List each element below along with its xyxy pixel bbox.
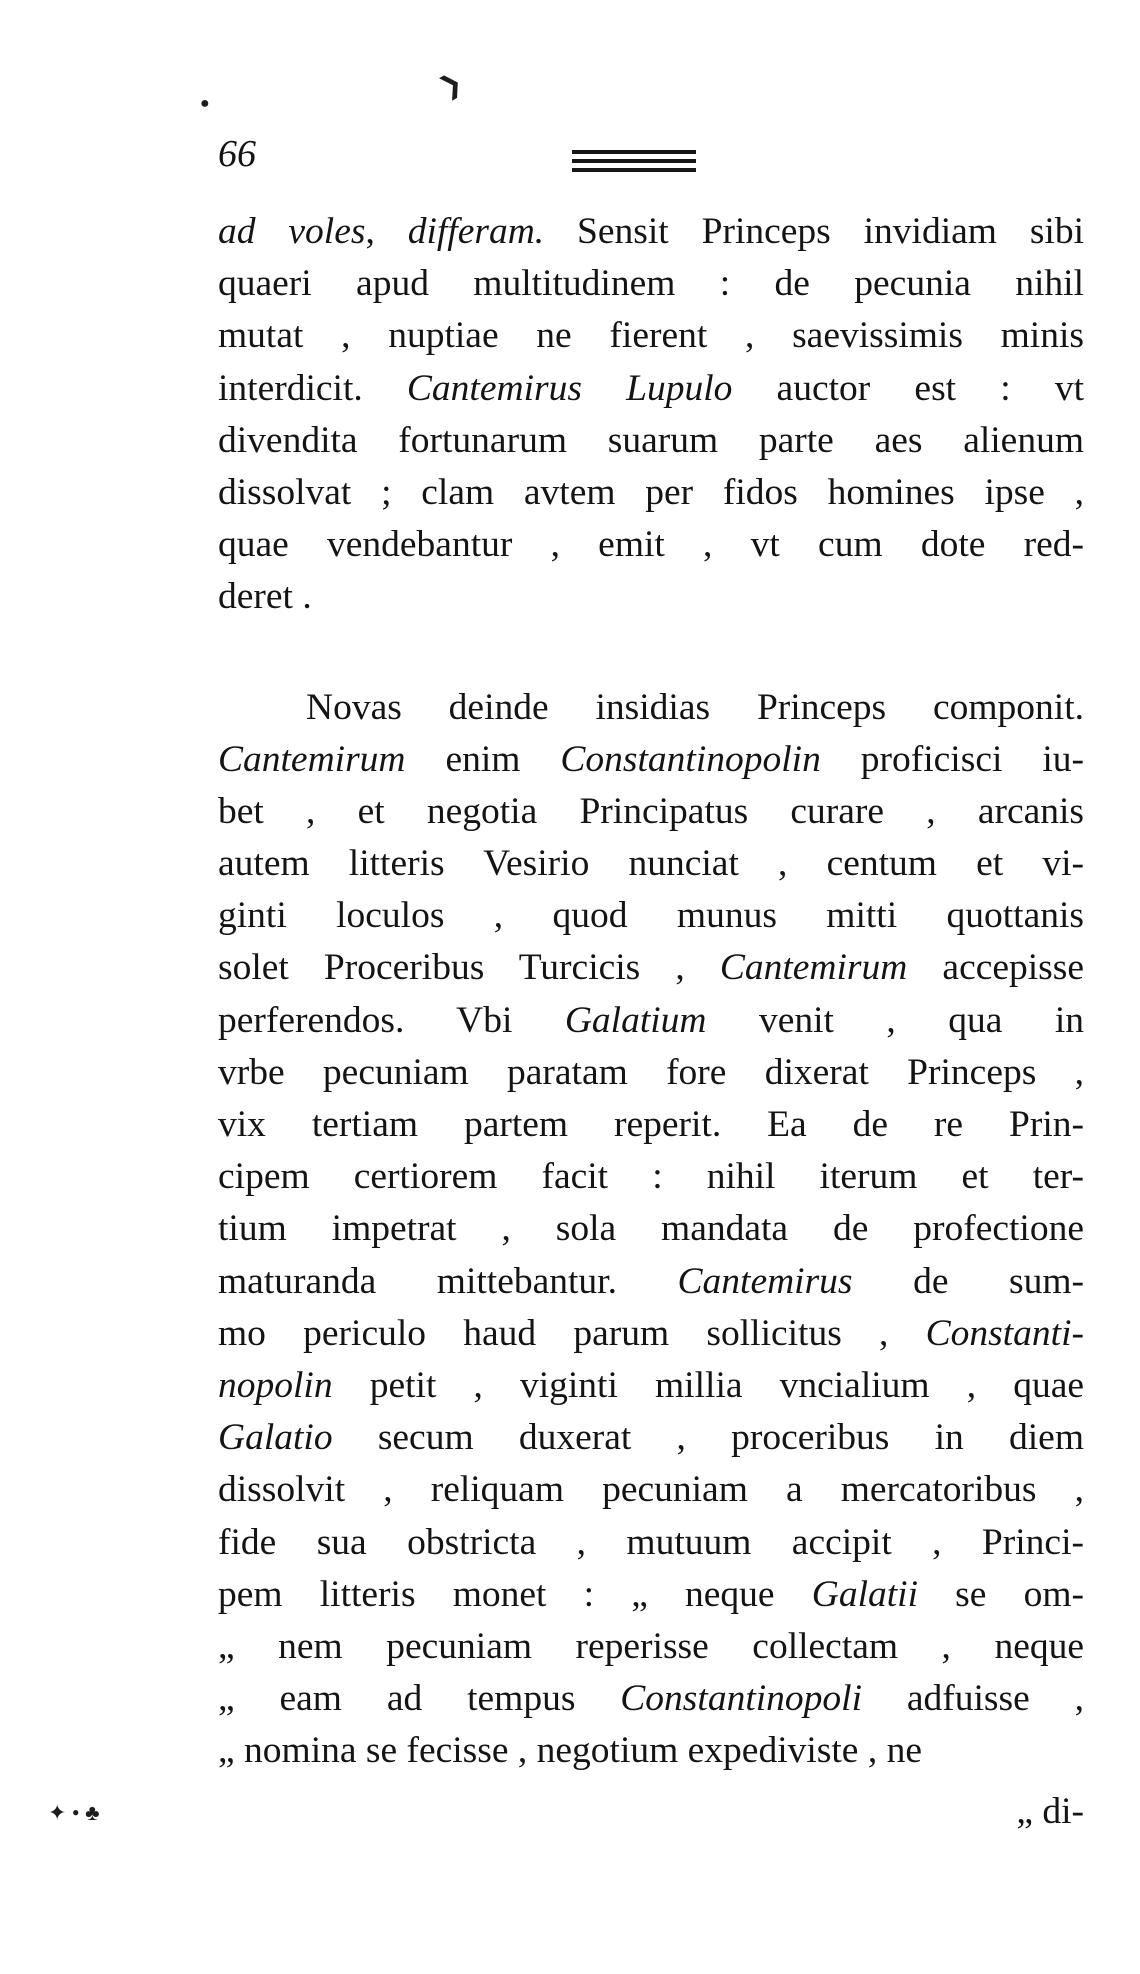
text-line bbox=[218, 1464, 1084, 1516]
text-line bbox=[218, 1673, 1084, 1725]
text-line bbox=[218, 995, 1084, 1047]
text-line bbox=[218, 1256, 1084, 1308]
text-run: proficisci iu- bbox=[820, 738, 1084, 780]
text-run: deret . bbox=[218, 576, 312, 618]
italic-text-run: Galatium bbox=[564, 999, 707, 1041]
italic-text-run: Cantemirus bbox=[677, 1260, 853, 1302]
text-run: „ nem pecuniam reperisse collectam , neque bbox=[218, 1625, 1084, 1667]
text-run: bet , et negotia Principatus curare , arcanis bbox=[218, 790, 1084, 832]
catchword: „ di- bbox=[1016, 1791, 1084, 1832]
text-line bbox=[218, 206, 1084, 258]
text-run: cipem certiorem facit : nihil iterum et ter- bbox=[218, 1156, 1084, 1198]
italic-text-run: ad voles bbox=[218, 211, 366, 252]
text-run: tium impetrat , sola mandata de profectione bbox=[218, 1208, 1084, 1250]
text-line bbox=[218, 310, 1084, 362]
text-line bbox=[218, 1725, 1084, 1777]
italic-text-run: Cantemirum bbox=[719, 947, 908, 989]
text-run: vix tertiam partem reperit. Ea de re Prin- bbox=[218, 1104, 1084, 1145]
text-run: vrbe pecuniam paratam fore dixerat Princeps , bbox=[218, 1051, 1084, 1093]
text-line bbox=[218, 258, 1084, 310]
text-line bbox=[218, 1412, 1084, 1464]
italic-text-run: Galatio bbox=[218, 1417, 333, 1459]
text-run: fide sua obstricta , mutuum accipit , Princi- bbox=[218, 1521, 1084, 1563]
text-run: „ nomina se fecisse , negotium expediviste , ne bbox=[218, 1730, 922, 1772]
text-line bbox=[218, 942, 1084, 994]
text-run: mutat , nuptiae ne fierent , saevissimis minis bbox=[218, 315, 1084, 357]
italic-text-run: Galatii bbox=[811, 1573, 919, 1615]
text-run: ginti loculos , quod munus mitti quottanis bbox=[218, 895, 1084, 937]
text-run: de sum- bbox=[852, 1260, 1084, 1302]
italic-text-run: Constanti- bbox=[925, 1312, 1084, 1354]
italic-text-run: Constantinopoli bbox=[620, 1678, 862, 1720]
text-line bbox=[218, 1621, 1084, 1673]
text-run: interdicit. bbox=[218, 367, 407, 409]
text-line bbox=[218, 1099, 1084, 1151]
text-run: dissolvit , reliquam pecuniam a mercatoribus , bbox=[218, 1469, 1084, 1511]
text-run: mo periculo haud parum sollicitus , bbox=[218, 1312, 926, 1354]
ink-speck: ✦ • ♣ bbox=[48, 1800, 100, 1825]
paragraph bbox=[218, 206, 1084, 624]
text-run: accepisse bbox=[907, 947, 1084, 989]
text-line bbox=[218, 838, 1084, 890]
text-line bbox=[218, 467, 1084, 519]
body-text bbox=[218, 206, 1084, 1777]
italic-text-run: Cantemirus Lupulo bbox=[406, 367, 733, 409]
text-run: enim bbox=[405, 738, 561, 780]
text-run: dissolvat ; clam avtem per fidos homines ipse , bbox=[218, 471, 1084, 513]
text-line bbox=[218, 363, 1084, 415]
text-run: secum duxerat , proceribus in diem bbox=[332, 1417, 1084, 1459]
text-line bbox=[218, 734, 1084, 786]
text-line bbox=[218, 519, 1084, 571]
text-run: perferendos. Vbi bbox=[218, 999, 565, 1041]
italic-text-run: differam. bbox=[407, 211, 545, 252]
text-line bbox=[218, 415, 1084, 467]
page-number: 66 bbox=[218, 133, 256, 175]
text-run: „ eam ad tempus bbox=[218, 1678, 621, 1720]
text-run: solet Proceribus Turcicis , bbox=[218, 947, 720, 989]
text-run: petit , viginti millia vncialium , quae bbox=[332, 1364, 1084, 1406]
text-run: , bbox=[365, 211, 408, 252]
text-run: auctor est : vt bbox=[732, 367, 1084, 409]
text-line bbox=[218, 1047, 1084, 1099]
italic-text-run: Cantemirum bbox=[218, 738, 406, 780]
text-line bbox=[218, 1151, 1084, 1203]
italic-text-run: nopolin bbox=[218, 1364, 333, 1406]
text-run: pem litteris monet : „ neque bbox=[218, 1573, 812, 1615]
text-run: venit , qua in bbox=[706, 999, 1084, 1041]
text-line bbox=[218, 1569, 1084, 1621]
text-line bbox=[218, 1517, 1084, 1569]
paragraph bbox=[218, 682, 1084, 1778]
text-line bbox=[218, 786, 1084, 838]
text-line bbox=[218, 1308, 1084, 1360]
header-ornament-rule bbox=[572, 150, 696, 177]
text-line bbox=[218, 571, 1084, 623]
text-line bbox=[218, 1203, 1084, 1255]
ink-speck: ● bbox=[200, 95, 210, 112]
text-run: se om- bbox=[918, 1573, 1084, 1615]
text-line bbox=[218, 890, 1084, 942]
text-run: quae vendebantur , emit , vt cum dote red- bbox=[218, 524, 1084, 566]
text-run: divendita fortunarum suarum parte aes alienum bbox=[218, 419, 1084, 461]
italic-text-run: Constantinopolin bbox=[560, 738, 821, 780]
text-line bbox=[218, 682, 1084, 734]
text-run: autem litteris Vesirio nunciat , centum et vi- bbox=[218, 843, 1084, 885]
text-run: adfuisse , bbox=[862, 1678, 1084, 1720]
text-run: Novas deinde insidias Princeps componit. bbox=[306, 686, 1084, 728]
text-run: Sensit Princeps invidiam sibi bbox=[544, 211, 1085, 252]
paragraph-gap bbox=[218, 624, 1084, 682]
ink-speck: ❯ bbox=[433, 66, 468, 103]
text-run: quaeri apud multitudinem : de pecunia nihil bbox=[218, 263, 1084, 305]
text-line bbox=[218, 1360, 1084, 1412]
text-run: maturanda mittebantur. bbox=[218, 1260, 678, 1302]
